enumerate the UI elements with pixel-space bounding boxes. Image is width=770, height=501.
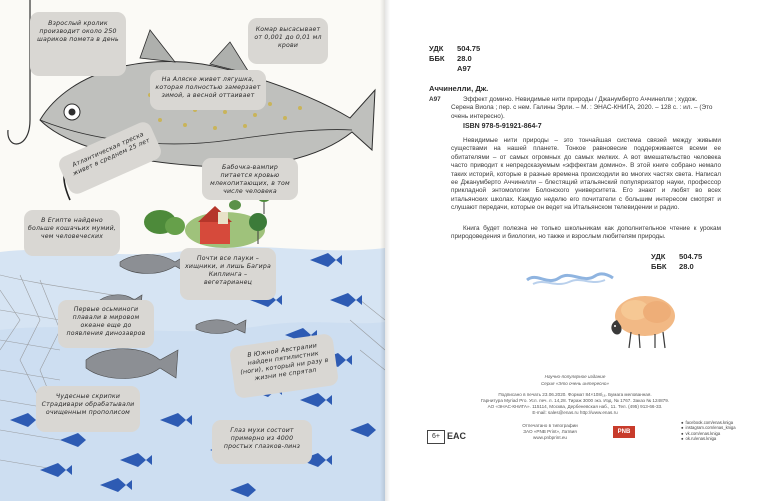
facebook-icon: ● [681, 420, 684, 425]
fact-butterfly: Бабочка-вампир питается кровью млекопитающих, в том числе человека [210, 164, 290, 196]
age-rating-badge: 6+ [427, 430, 445, 444]
pnb-logo: PNB [613, 426, 635, 438]
author-mark-top: А97 [457, 64, 471, 73]
fact-octopus: Первые осьминоги плавали в мировом океане еще до появления динозавров [66, 306, 146, 338]
annotation-paragraph-2: Книга будет полезна не только школьникам как дополнительное чтение к урокам природоведения и биологии, но также и взрослым любителям природы. [451, 225, 721, 241]
social-label: instagram.com/enas_kniga [685, 425, 736, 431]
fact-cod: Атлантическая треска живет в среднем 25 лет [71, 130, 152, 178]
printer-info-1: Отпечатано в типографии [522, 423, 578, 428]
edition-type: Научно-популярное издание [544, 374, 606, 379]
isbn: ISBN 978-5-91921-864-7 [463, 123, 542, 130]
author-heading: Аччинелли, Дж. [429, 84, 489, 93]
instagram-icon: ● [681, 425, 684, 431]
bbk2-value: 28.0 [679, 262, 694, 271]
udk-block [429, 44, 480, 74]
social-ok[interactable] [681, 436, 767, 441]
udk-value: 504.75 [457, 44, 481, 53]
udk2-label: УДК [651, 252, 666, 261]
udk-block-bottom [651, 252, 702, 272]
annotation-paragraph-1: Невидимые нити природы – это тончайшая система связей между живыми существами на нашей планете. Тонкое равновесие поддерживается всеми ее обитателями – от самых огромных до самых мелких. А вот вмешательство человека часто приводит к непредсказуемым «эффектам домино». В этой книге собрано немало таких историй, которые в разные времена происходили во многих частях света. Написал ее Джанумберто Аччинелли – блестящий итальянский популяризатор науки, профессор прикладной энтомологии Болонского университета. Его знают и любят во всех итальянских школах. Каждую неделю его почитатели с большим интересом смотрят и слушают передачи, которые он ведет на Итальянском телевидении и радио. [451, 137, 721, 212]
fact-australia: В Южной Австралии найден пятилистник (ноги), который ни разу в жизни не спрятал [239, 342, 329, 383]
eac-mark: EAC [447, 431, 467, 441]
wave-drawing [525, 266, 615, 290]
book-gutter [380, 0, 390, 501]
fact-mosquito: Комар высасывает от 0,001 до 0,01 мл крови [254, 26, 322, 50]
fact-fly-eye: Глаз мухи состоит примерно из 4000 простых глазков-линз [223, 427, 301, 451]
udk-label: УДК [429, 44, 444, 53]
ok-icon: ● [681, 436, 684, 442]
printer-info-3: www.pnbprint.eu [533, 435, 567, 440]
fact-spiders: Почти все пауки – хищники, и лишь Багира Киплинга – вегетарианец [185, 255, 271, 287]
fact-rabbit: Взрослый кролик производит около 250 шариков помета в день [37, 20, 119, 44]
catalog-entry: Эффект домино. Невидимые нити природы / Джанумберто Аччинелли ; худож. Серена Виола ; пер. с нем. Галины Эрли. – М. : ЭНАС-КНИГА, 2020. – 128 с. : ил. – (Это очень интересно). [451, 96, 713, 120]
vk-icon: ● [681, 430, 684, 436]
hook-line [8, 0, 30, 144]
fact-egypt: В Египте найдено больше кошачьих мумий, чем человеческих [28, 217, 116, 241]
fact-stradivari: Чудесные скрипки Страдивари обрабатывали очищенным прополисом [41, 393, 135, 417]
print-info-4: E-mail: sales@enas.ru http://www.enas.ru [532, 410, 618, 415]
social-label: ok.ru/enas.kniga [685, 436, 717, 442]
print-info-3: АО «ЭНАС-КНИГА». 115114, Москва, Дербеневская наб., 11. Тел. (495) 913-66-33. [487, 404, 663, 409]
author-mark-side: А97 [429, 96, 441, 103]
printer-info-2: ЗАО «PNB Print», Латвия [523, 429, 577, 434]
social-links [681, 420, 767, 442]
bbk-value: 28.0 [457, 54, 472, 63]
udk2-value: 504.75 [679, 252, 703, 261]
fact-frog: На Аляске живет лягушка, которая полностью замерзает зимой, а весной оттаивает [155, 76, 261, 100]
print-info-2: Гарнитура Myriad Pro. Усл. печ. л. 14,28. Тираж 3000 экз. Изд. № 1767. Заказ № 124879. [480, 398, 670, 403]
bbk2-label: ББК [651, 262, 667, 271]
social-label: facebook.com/enas.kniga [685, 420, 734, 425]
right-page-imprint [385, 0, 770, 501]
series-line: Серия «Это очень интересно» [540, 381, 610, 386]
print-info-1: Подписано в печать 23.06.2020. Формат 84×108/₁₆. Бумага мелованная. [498, 392, 652, 397]
social-label: vk.com/enas.kniga [685, 430, 721, 436]
sheep-drawing [607, 290, 679, 352]
bbk-label: ББК [429, 54, 445, 63]
